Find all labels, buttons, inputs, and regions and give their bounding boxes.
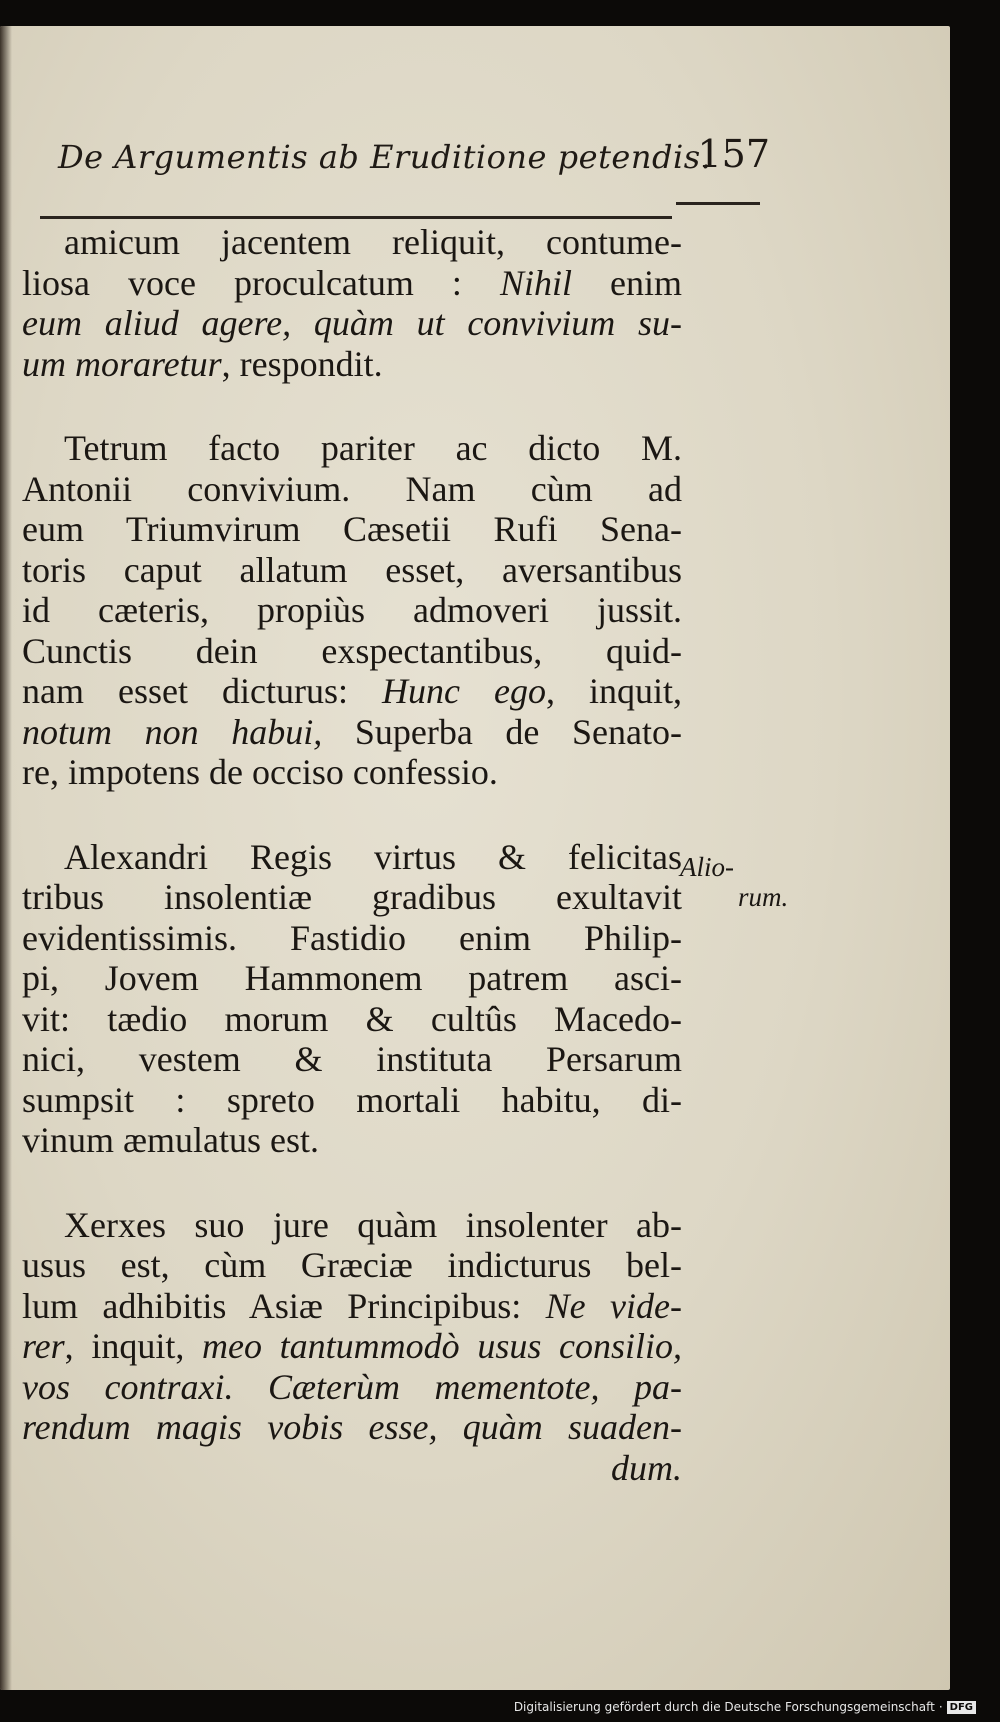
roman-text: enim <box>572 262 683 303</box>
text-line <box>22 752 682 793</box>
paragraph <box>22 428 682 793</box>
text-line <box>22 469 682 510</box>
text-line <box>22 999 682 1040</box>
text-line <box>22 1286 682 1327</box>
roman-text: sumpsit : spreto mortali habitu, di- <box>22 1079 682 1120</box>
header-rule-short <box>676 202 760 205</box>
digitization-credit: Digitalisierung gefördert durch die Deutsche Forschungsgemeinschaft · DFG <box>514 1700 976 1714</box>
marginal-note <box>680 852 788 912</box>
text-line <box>22 1120 682 1161</box>
body-text <box>22 222 682 1488</box>
roman-text: , inquit, <box>545 671 682 711</box>
roman-text: lum adhibitis Asiæ Principibus: <box>22 1285 546 1326</box>
italic-text: Nihil <box>499 262 572 303</box>
roman-text: Antonii convivium. Nam cùm ad <box>22 468 682 509</box>
italic-text: vos contraxi. Cæterùm mementote, pa- <box>22 1366 682 1407</box>
text-line <box>22 1245 682 1286</box>
roman-text: usus est, cùm Græciæ indicturus bel- <box>22 1245 682 1285</box>
italic-text: dum. <box>611 1447 682 1488</box>
paragraph <box>22 222 682 384</box>
italic-text: meo tantummodò usus consilio, <box>202 1326 682 1366</box>
text-line <box>22 631 682 672</box>
page-number: 157 <box>697 132 770 176</box>
running-title: De Argumentis ab Eruditione petendis. <box>58 138 712 176</box>
credit-text: Digitalisierung gefördert durch die Deutsche Forschungsgemeinschaft <box>513 1700 935 1714</box>
roman-text: re, impotens de occiso confessio. <box>22 752 498 792</box>
text-line <box>22 1039 682 1080</box>
text-line <box>22 550 682 591</box>
roman-text: pi, Jovem Hammonem patrem asci- <box>22 958 682 998</box>
text-line <box>22 958 682 999</box>
roman-text: Superba de Senato- <box>322 711 682 752</box>
italic-text: rendum magis vobis esse, quàm suaden- <box>22 1407 682 1447</box>
roman-text: id cæteris, propiùs admoveri jussit. <box>22 590 682 630</box>
roman-text: , inquit, <box>64 1326 203 1366</box>
page-header <box>58 126 778 186</box>
text-line <box>22 1326 682 1367</box>
text-line <box>22 712 682 753</box>
italic-text: um moraretur <box>22 343 222 384</box>
roman-text: evidentissimis. Fastidio enim Philip- <box>22 917 682 958</box>
italic-text: Hunc ego <box>381 671 546 711</box>
roman-text: Tetrum facto pariter ac dicto M. <box>64 428 682 468</box>
text-line <box>22 1205 682 1246</box>
roman-text: Xerxes suo jure quàm insolenter ab- <box>64 1204 682 1245</box>
roman-text: nam esset dicturus: <box>22 671 382 711</box>
roman-text: Cunctis dein exspectantibus, quid- <box>22 630 682 671</box>
text-line <box>22 344 682 385</box>
text-line <box>22 303 682 344</box>
marginal-note-line: rum. <box>738 882 789 912</box>
roman-text: liosa voce proculcatum : <box>22 262 500 303</box>
italic-text: Ne vide- <box>545 1285 682 1326</box>
roman-text: amicum jacentem reliquit, contume- <box>64 222 682 262</box>
text-line <box>22 1407 682 1448</box>
paragraph <box>22 837 682 1161</box>
paragraph <box>22 1205 682 1489</box>
text-line <box>22 877 682 918</box>
text-line <box>22 671 682 712</box>
roman-text: toris caput allatum esset, aversantibus <box>22 549 682 590</box>
text-line <box>22 222 682 263</box>
roman-text: vinum æmulatus est. <box>22 1120 319 1160</box>
text-line <box>22 1448 682 1489</box>
roman-text: nici, vestem & instituta Persarum <box>22 1039 682 1079</box>
header-rule <box>40 216 672 219</box>
text-line <box>22 428 682 469</box>
italic-text: rer <box>22 1326 65 1366</box>
text-line <box>22 509 682 550</box>
text-line <box>22 837 682 878</box>
text-line <box>22 1367 682 1408</box>
text-line <box>22 590 682 631</box>
italic-text: notum non habui, <box>22 711 323 752</box>
dfg-logo: DFG <box>947 1701 976 1714</box>
italic-text: eum aliud agere, quàm ut convivium su- <box>22 303 682 343</box>
text-line <box>22 1080 682 1121</box>
book-page <box>0 26 950 1690</box>
text-line <box>22 918 682 959</box>
roman-text: tribus insolentiæ gradibus exultavit <box>22 877 682 917</box>
text-line <box>22 263 682 304</box>
roman-text: , respondit. <box>221 343 383 384</box>
roman-text: vit: tædio morum & cultûs Macedo- <box>22 998 682 1039</box>
roman-text: Alexandri Regis virtus & felicitas <box>64 836 682 877</box>
marginal-note-line: Alio- <box>680 852 734 882</box>
roman-text: eum Triumvirum Cæsetii Rufi Sena- <box>22 509 682 549</box>
